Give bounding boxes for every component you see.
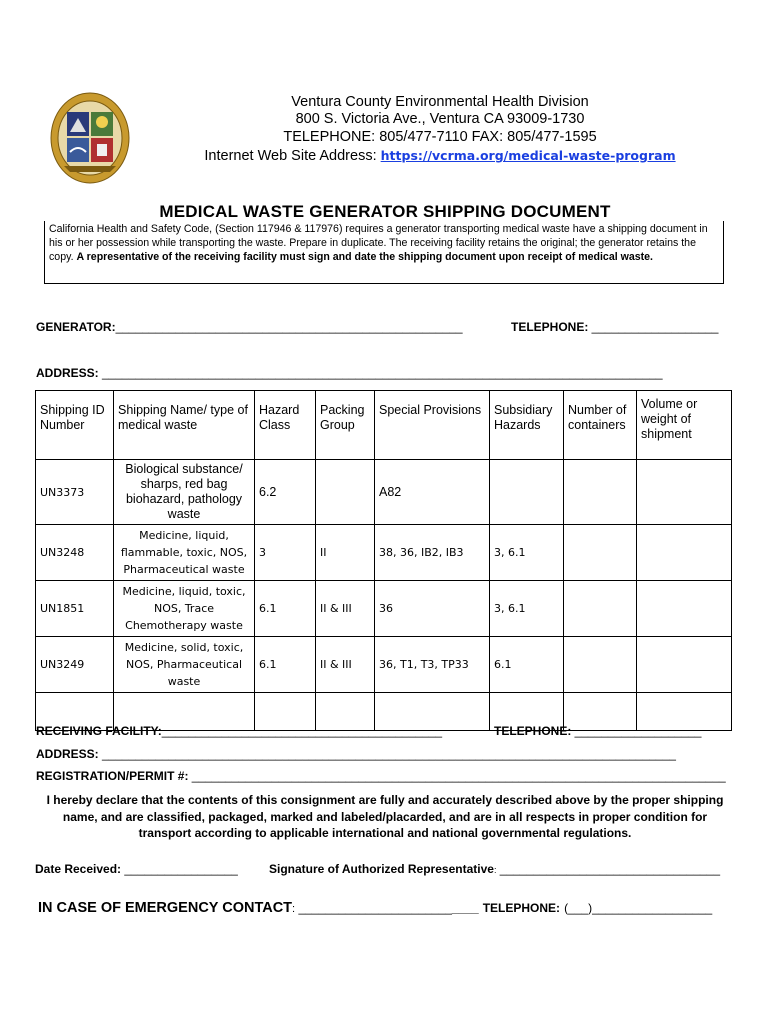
generator-address-field[interactable]	[36, 366, 663, 380]
row-containers[interactable]	[564, 581, 637, 637]
org-street: 800 S. Victoria Ave., Ventura CA 93009-1730	[295, 111, 585, 127]
row-hazard: 6.1	[255, 637, 316, 693]
row-special: 36, T1, T3, TP33	[375, 637, 490, 693]
row-id: UN3248	[36, 525, 114, 581]
row-containers[interactable]	[564, 525, 637, 581]
generator-telephone-label: TELEPHONE:	[511, 320, 589, 334]
header-shipping-id: Shipping ID Number	[36, 391, 114, 460]
row-special: 38, 36, IB2, IB3	[375, 525, 490, 581]
row-volume[interactable]	[637, 637, 732, 693]
table-row	[36, 525, 732, 581]
row-packing: II & III	[316, 637, 375, 693]
signature-field[interactable]	[269, 862, 720, 876]
row-packing: II	[316, 525, 375, 581]
header-packing-group: Packing Group	[316, 391, 375, 460]
web-link[interactable]: https://vcrma.org/medical-waste-program	[380, 148, 676, 163]
receiving-facility-field[interactable]	[36, 724, 442, 738]
generator-telephone-field[interactable]	[511, 320, 718, 334]
generator-telephone-line[interactable]: ___________________	[588, 320, 719, 334]
shipping-table	[35, 390, 732, 731]
emergency-colon: :	[292, 903, 296, 915]
row-hazard: 6.1	[255, 581, 316, 637]
generator-line[interactable]: ____________________________________________________	[115, 320, 463, 334]
row-containers[interactable]	[564, 460, 637, 525]
row-volume[interactable]	[637, 581, 732, 637]
receiving-telephone-line[interactable]: ___________________	[571, 724, 702, 738]
county-seal-logo	[50, 92, 130, 184]
emergency-telephone-label: TELEPHONE:	[482, 901, 561, 915]
table-row	[36, 460, 732, 525]
receiving-telephone-label: TELEPHONE:	[494, 724, 572, 738]
document-title: MEDICAL WASTE GENERATOR SHIPPING DOCUMENT	[159, 202, 611, 221]
org-phone-fax: TELEPHONE: 805/477-7110 FAX: 805/477-1595	[283, 129, 597, 145]
intro-box	[44, 221, 724, 284]
header-special-provisions: Special Provisions	[375, 391, 490, 460]
row-packing: II & III	[316, 581, 375, 637]
row-id: UN3373	[36, 460, 114, 525]
row-name: Biological substance/ sharps, red bag biohazard, pathology waste	[114, 460, 255, 525]
row-subsidiary: 3, 6.1	[490, 581, 564, 637]
date-received-line[interactable]: _________________	[121, 862, 238, 876]
generator-field[interactable]	[36, 320, 463, 334]
emergency-telephone-line[interactable]: __________________	[592, 901, 713, 915]
declaration-text: I hereby declare that the contents of this consignment are fully and accurately described above by the proper shipping name, and are classified, packaged, marked and labeled/placarded, and are in all respects in proper condition for transport according to applicable international and national governmental regulations.	[46, 793, 724, 840]
row-subsidiary[interactable]	[490, 460, 564, 525]
header-volume-weight: Volume or weight of shipment	[637, 391, 732, 460]
header-hazard-class: Hazard Class	[255, 391, 316, 460]
intro-bold-text: A representative of the receiving facility must sign and date the shipping document upon receipt of medical waste.	[76, 251, 653, 264]
intro-text: California Health and Safety Code, (Section 117946 & 117976) requires a generator transporting medical waste have a shipping document in his or her possession while transporting the waste. Prepare in duplicate. The receiving facility retains the original; the generator retains the copy.	[49, 223, 708, 264]
row-name: Medicine, liquid, toxic, NOS, Trace Chemotherapy waste	[114, 581, 255, 637]
row-special: 36	[375, 581, 490, 637]
signature-line[interactable]: _________________________________	[496, 862, 721, 876]
row-subsidiary: 6.1	[490, 637, 564, 693]
date-received-label: Date Received:	[35, 862, 122, 876]
org-name: Ventura County Environmental Health Division	[291, 94, 589, 110]
row-hazard: 6.2	[255, 460, 316, 525]
row-containers[interactable]	[564, 637, 637, 693]
row-name: Medicine, liquid, flammable, toxic, NOS, Pharmaceutical waste	[114, 525, 255, 581]
generator-address-label: ADDRESS:	[36, 366, 99, 380]
web-address-line	[180, 147, 700, 166]
row-id: UN1851	[36, 581, 114, 637]
emergency-telephone-area[interactable]: (___)	[564, 901, 593, 915]
registration-line[interactable]: ________________________________________________________________________________	[188, 769, 726, 783]
emergency-contact-field[interactable]	[38, 900, 712, 916]
row-hazard: 3	[255, 525, 316, 581]
header-number-containers: Number of containers	[564, 391, 637, 460]
receiving-facility-label: RECEIVING FACILITY:	[36, 724, 162, 738]
receiving-address-label: ADDRESS:	[36, 747, 99, 761]
receiving-facility-line[interactable]: __________________________________________	[161, 724, 443, 738]
header-subsidiary-hazards: Subsidiary Hazards	[490, 391, 564, 460]
signature-colon: :	[493, 865, 497, 875]
table-row	[36, 581, 732, 637]
registration-field[interactable]	[36, 769, 726, 783]
receiving-telephone-field[interactable]	[494, 724, 701, 738]
registration-label: REGISTRATION/PERMIT #:	[36, 769, 189, 783]
row-volume[interactable]	[637, 460, 732, 525]
generator-address-line[interactable]: ____________________________________________________________________________________	[98, 366, 663, 380]
row-subsidiary: 3, 6.1	[490, 525, 564, 581]
table-header-row	[36, 391, 732, 460]
header-shipping-name: Shipping Name/ type of medical waste	[114, 391, 255, 460]
row-name: Medicine, solid, toxic, NOS, Pharmaceutical waste	[114, 637, 255, 693]
web-label: Internet Web Site Address:	[204, 148, 377, 164]
receiving-address-field[interactable]	[36, 747, 676, 761]
row-id: UN3249	[36, 637, 114, 693]
row-special: A82	[375, 460, 490, 525]
row-volume[interactable]	[637, 525, 732, 581]
table-row	[36, 637, 732, 693]
emergency-label: IN CASE OF EMERGENCY CONTACT	[38, 900, 293, 916]
date-received-field[interactable]	[35, 862, 238, 876]
generator-label: GENERATOR:	[36, 320, 116, 334]
emergency-line[interactable]: _______________________	[295, 901, 452, 915]
emergency-line-bold[interactable]: ____	[451, 901, 479, 915]
receiving-address-line[interactable]: ______________________________________________________________________________________	[98, 747, 676, 761]
signature-label: Signature of Authorized Representative	[269, 862, 494, 876]
row-packing[interactable]	[316, 460, 375, 525]
